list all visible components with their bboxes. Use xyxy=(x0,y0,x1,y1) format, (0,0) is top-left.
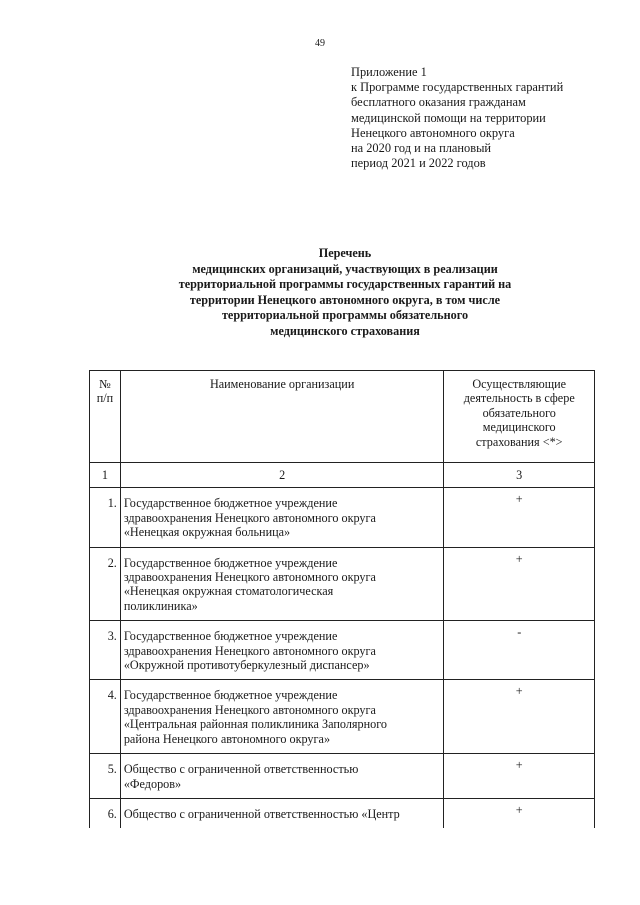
oms-mark: + xyxy=(444,798,595,828)
header-oms-line: медицинского xyxy=(482,420,556,435)
oms-mark: + xyxy=(444,680,595,754)
organization-name xyxy=(120,798,444,828)
appendix-line: период 2021 и 2022 годов xyxy=(351,156,486,171)
header-oms-line: обязательного xyxy=(482,405,556,420)
organizations-table xyxy=(89,370,595,828)
oms-mark: + xyxy=(444,754,595,799)
appendix-note xyxy=(351,65,611,171)
header-number xyxy=(90,371,121,463)
appendix-line: медицинской помощи на территории xyxy=(351,110,546,125)
name-line: Государственное бюджетное учреждение xyxy=(123,629,338,644)
appendix-line: на 2020 год и на плановый xyxy=(351,141,492,156)
appendix-line: бесплатного оказания гражданам xyxy=(351,95,526,110)
title-line: медицинских организаций, участвующих в реализации xyxy=(192,261,498,276)
title-line: территориальной программы государственных гарантий на xyxy=(178,277,512,291)
header-oms-line: Осуществляющие xyxy=(472,377,567,391)
header-number-line: № xyxy=(99,377,111,391)
oms-mark: + xyxy=(444,547,595,621)
row-number: 5. xyxy=(90,754,121,799)
name-line: поликлиника» xyxy=(123,598,198,613)
header-oms-line: деятельность в сфере xyxy=(463,391,575,406)
oms-mark: - xyxy=(444,621,595,680)
document-title xyxy=(120,246,570,339)
organization-name xyxy=(120,680,444,754)
table-row xyxy=(90,680,595,754)
name-line: «Центральная районная поликлиника Заполярного xyxy=(123,717,388,732)
appendix-line: Ненецкого автономного округа xyxy=(351,125,515,140)
table-header-row xyxy=(90,371,595,463)
page-number: 49 xyxy=(315,38,325,49)
row-number: 4. xyxy=(90,680,121,754)
row-number: 1. xyxy=(90,488,121,547)
row-number: 6. xyxy=(90,798,121,828)
header-oms-line: страхования <*> xyxy=(475,434,563,449)
name-line: Государственное бюджетное учреждение xyxy=(123,688,338,703)
oms-mark: + xyxy=(444,488,595,547)
name-line: «Федоров» xyxy=(123,776,182,791)
name-line: Общество с ограниченной ответственностью «Центр xyxy=(123,806,400,821)
name-line: здравоохранения Ненецкого автономного округа xyxy=(123,570,376,585)
row-number: 3. xyxy=(90,621,121,680)
name-line: Государственное бюджетное учреждение xyxy=(123,496,338,511)
column-index: 2 xyxy=(120,463,444,488)
organization-name xyxy=(120,754,444,799)
organization-name xyxy=(120,547,444,621)
column-index: 1 xyxy=(90,463,121,488)
appendix-line: Приложение 1 xyxy=(351,65,427,79)
title-line: Перечень xyxy=(318,246,372,260)
table-row xyxy=(90,547,595,621)
name-line: Общество с ограниченной ответственностью xyxy=(123,762,359,777)
header-oms-activity xyxy=(444,371,595,463)
name-line: Государственное бюджетное учреждение xyxy=(123,555,338,570)
name-line: «Окружной противотуберкулезный диспансер» xyxy=(123,658,370,673)
table-row xyxy=(90,798,595,828)
name-line: здравоохранения Ненецкого автономного округа xyxy=(123,702,376,717)
name-line: здравоохранения Ненецкого автономного округа xyxy=(123,510,376,525)
organization-name xyxy=(120,621,444,680)
name-line: района Ненецкого автономного округа» xyxy=(123,731,331,746)
table-row xyxy=(90,754,595,799)
header-organization-name: Наименование организации xyxy=(120,371,444,463)
title-line: территории Ненецкого автономного округа, в том числе xyxy=(189,292,501,307)
table-row xyxy=(90,621,595,680)
header-number-line: п/п xyxy=(96,391,114,406)
appendix-line: к Программе государственных гарантий xyxy=(351,80,564,95)
column-index-row xyxy=(90,463,595,488)
column-index: 3 xyxy=(444,463,595,488)
row-number: 2. xyxy=(90,547,121,621)
name-line: «Ненецкая окружная больница» xyxy=(123,525,291,540)
organization-name xyxy=(120,488,444,547)
name-line: здравоохранения Ненецкого автономного округа xyxy=(123,643,376,658)
name-line: «Ненецкая окружная стоматологическая xyxy=(123,584,334,599)
title-line: медицинского страхования xyxy=(270,323,420,338)
table-row xyxy=(90,488,595,547)
title-line: территориальной программы обязательного xyxy=(221,308,469,322)
